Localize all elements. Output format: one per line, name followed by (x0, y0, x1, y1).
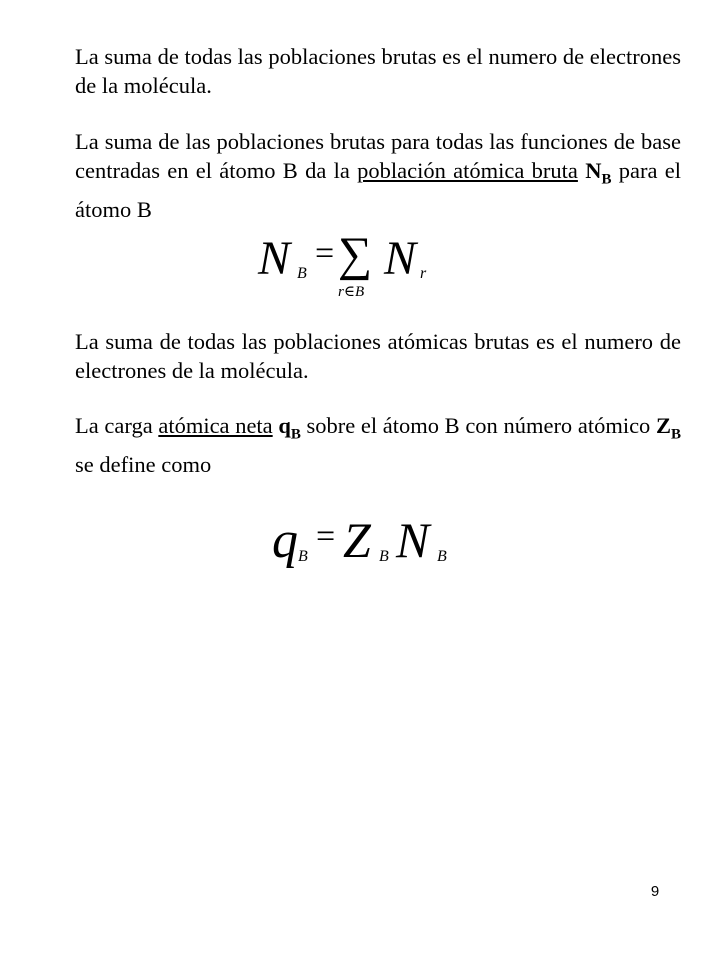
paragraph-total-atomic-population: La suma de todas las poblaciones atómicas brutas es el numero de electrones de la molécula. (75, 329, 681, 383)
paragraph-total-population: La suma de todas las poblaciones brutas es el numero de electrones de la molécula. (75, 44, 681, 98)
symbol-zb: Z (655, 413, 671, 438)
symbol-qb: q (278, 413, 291, 438)
term-gross-atomic-population: población atómica bruta (357, 158, 578, 183)
paragraph-atomic-population: La suma de las poblaciones brutas para todas las funciones de base centradas en el átomo B da la población atómica bruta $N_B$ para el átomo B (75, 129, 681, 222)
summation-index: r∈B (338, 284, 365, 300)
equation-net-charge: q B = Z B N B (272, 512, 447, 569)
summation-symbol: ∑ (338, 228, 373, 281)
symbol-nb: N (585, 158, 602, 183)
paragraph-net-charge: La carga atómica neta $q_B$ sobre el átomo B con número atómico $Z_B$ se define como (75, 413, 681, 477)
term-net-atomic: atómica neta (158, 413, 273, 438)
equation-atomic-population: N B = ∑ r∈B N r (258, 228, 427, 300)
page-number: 9 (650, 883, 660, 900)
p2-start: La suma de las poblaciones brutas para todas las funciones de base centradas en el átomo B da la (75, 129, 681, 183)
